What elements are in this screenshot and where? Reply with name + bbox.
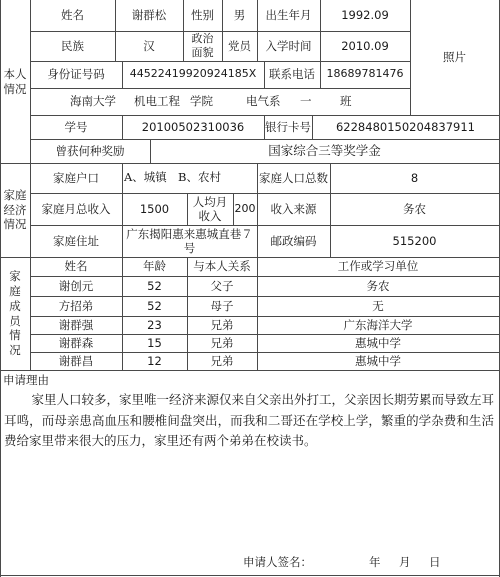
ethnicity-label: 民族 (61, 38, 84, 53)
member-age: 52 (147, 278, 162, 293)
id-value: 44522419920924185X (129, 67, 257, 81)
address-value: 广东揭阳惠来惠城直巷７ 号 (126, 226, 253, 255)
members-header-relation: 与本人关系 (193, 259, 251, 274)
member-age: 23 (147, 317, 162, 332)
member-relation: 父子 (210, 278, 234, 293)
member-name: 谢群昌 (58, 353, 94, 368)
student-no-label: 学号 (64, 119, 88, 134)
enroll-value: 2010.09 (341, 38, 389, 53)
zip-value: 515200 (392, 233, 437, 248)
gender-value: 男 (233, 8, 246, 23)
member-name: 谢群森 (58, 335, 94, 350)
members-header-work: 工作或学习单位 (337, 259, 419, 274)
member-age: 15 (147, 335, 162, 350)
enroll-label: 入学时间 (265, 38, 312, 53)
date-month-label: 月 (399, 555, 411, 569)
phone-label: 联系电话 (269, 67, 315, 82)
student-no-value: 20100502310036 (141, 119, 245, 134)
member-name: 谢创元 (58, 278, 94, 293)
member-work: 务农 (366, 278, 390, 293)
awards-label: 曾获何种奖励 (55, 143, 125, 158)
hukou-option-b: B、农村 (178, 170, 221, 184)
family-size-label: 家庭人口总数 (259, 170, 328, 185)
application-label: 申请理由 (3, 373, 49, 387)
income-source-value: 务农 (403, 201, 426, 216)
member-relation: 兄弟 (210, 353, 234, 368)
hukou-label: 家庭户口 (53, 170, 99, 185)
member-work: 惠城中学 (355, 335, 401, 350)
address-label: 家庭住址 (53, 233, 99, 248)
members-header-age: 年龄 (143, 259, 166, 274)
family-size-value: 8 (410, 170, 419, 185)
members-group-label: 家 庭 成 员 情 况 (9, 268, 21, 358)
birth-value: 1992.09 (341, 8, 389, 23)
school-name: 海南大学 (70, 94, 116, 108)
zip-label: 邮政编码 (270, 233, 317, 248)
grade-value: 一 (300, 94, 312, 108)
member-relation: 兄弟 (210, 335, 234, 350)
row-line (30, 88, 410, 89)
application-text: 家里人口较多，家里唯一经济来源仅来自父亲出外打工，父亲因长期劳累而导致左耳耳鸣，而母亲患高血压和腰椎间盘突出，而我和二哥还在学校上学，繁重的学杂费和生活费给家里带来很大的压力，家里还有两个弟弟在校读书。 (4, 392, 495, 448)
department-name: 电气系 (246, 94, 281, 108)
college-suffix: 学院 (190, 94, 213, 108)
name-label: 姓名 (61, 8, 84, 23)
per-capita-label: 人均月 收入 (192, 194, 228, 223)
birth-label: 出生年月 (265, 8, 312, 23)
member-work: 无 (372, 298, 384, 313)
hukou-option-a: A、城镇 (124, 170, 167, 184)
date-year-label: 年 (369, 555, 381, 569)
political-label: 政治 面貌 (191, 32, 214, 59)
personal-group-label: 本人 情况 (3, 67, 27, 96)
border-bottom (0, 575, 500, 576)
member-work: 广东海洋大学 (343, 317, 413, 332)
per-capita-value: 200 (234, 201, 256, 215)
awards-value: 国家综合三等奖学金 (268, 143, 381, 159)
income-label: 家庭月总收入 (41, 201, 111, 216)
income-value: 1500 (139, 201, 170, 216)
class-suffix: 班 (340, 94, 352, 108)
phone-value: 18689781476 (326, 67, 404, 81)
member-age: 12 (147, 353, 162, 368)
member-work: 惠城中学 (355, 353, 401, 368)
bank-label: 银行卡号 (265, 119, 311, 134)
name-value: 谢群松 (131, 8, 167, 23)
college-name: 机电工程 (134, 94, 180, 108)
income-source-label: 收入来源 (270, 201, 317, 216)
members-header-name: 姓名 (64, 259, 88, 274)
political-value: 党员 (228, 38, 251, 53)
ethnicity-value: 汉 (143, 38, 155, 53)
section-line (0, 370, 500, 371)
id-label: 身份证号码 (47, 67, 105, 82)
member-relation: 母子 (210, 298, 234, 313)
bank-value: 6228480150204837911 (335, 119, 476, 134)
economy-group-label: 家庭 经济 情况 (3, 188, 27, 232)
signature-label: 申请人签名： (243, 555, 312, 569)
member-name: 谢群强 (58, 317, 94, 332)
member-relation: 兄弟 (210, 317, 234, 332)
gender-label: 性别 (191, 8, 214, 23)
photo-placeholder: 照片 (443, 50, 466, 65)
date-day-label: 日 (429, 555, 441, 569)
member-name: 方招弟 (58, 298, 94, 313)
member-age: 52 (147, 298, 162, 313)
